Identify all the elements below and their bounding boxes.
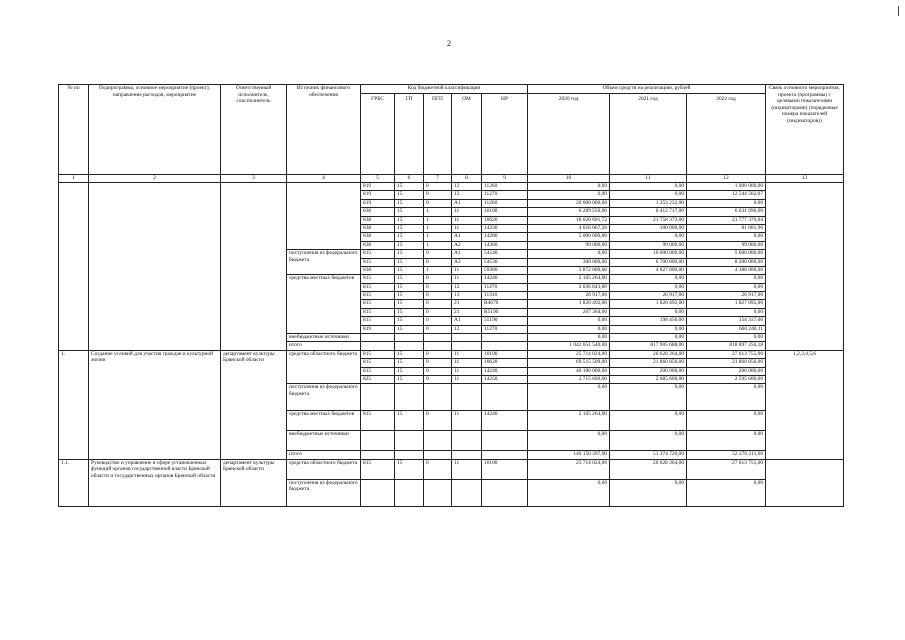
funding-source: поступления из федерального бюджета (287, 479, 361, 506)
code-pgp: 0 (424, 292, 452, 300)
value-v2021: 198 456,00 (610, 317, 687, 325)
item-executor: департамент культуры Брянской области (221, 350, 287, 459)
code-om: 11 (452, 224, 482, 232)
value-v2021: 6 700 000,00 (610, 258, 687, 266)
code-om: A3 (452, 258, 482, 266)
code-grbs: 838 (361, 224, 395, 232)
header-2020: 2020 год (528, 94, 610, 175)
code-np: 14240 (482, 411, 528, 431)
code-np (482, 342, 528, 350)
item-executor: департамент культуры Брянской области (221, 459, 287, 506)
value-v2021: 0,00 (610, 479, 687, 506)
value-v2022: 0,00 (687, 275, 766, 283)
value-v2022: 27 613 755,00 (687, 350, 766, 358)
header-np: НР (482, 94, 528, 175)
code-gp: 15 (395, 241, 424, 249)
total-label: итого (287, 451, 361, 459)
code-pgp: 0 (424, 459, 452, 479)
code-om: 11 (452, 350, 482, 358)
funding-source: средства местных бюджетов (287, 275, 361, 334)
code-gp (395, 431, 424, 451)
value-v2021: 4 027 000,00 (610, 266, 687, 274)
total-label: итого (287, 342, 361, 350)
code-gp: 15 (395, 300, 424, 308)
col-num: 10 (528, 175, 610, 183)
funding-source: поступления из федерального бюджета (287, 384, 361, 411)
value-v2022: 660 240,11 (687, 325, 766, 333)
value-v2020: 0,00 (528, 431, 610, 451)
value-v2022: 2 595 600,00 (687, 375, 766, 383)
code-np: R4670 (482, 300, 528, 308)
code-pgp: 1 (424, 216, 452, 224)
code-np: 11270 (482, 325, 528, 333)
header-source: Источник финансового обеспечения (287, 85, 361, 175)
funding-source: внебюджетные источники (287, 431, 361, 451)
code-om: 11 (452, 275, 482, 283)
value-v2021: 0,00 (610, 431, 687, 451)
code-gp (395, 451, 424, 459)
value-v2022: 21 860 856,00 (687, 359, 766, 367)
value-v2020: 140 150 397,00 (528, 451, 610, 459)
value-v2021: 0,00 (610, 308, 687, 316)
code-np: 14240 (482, 367, 528, 375)
col-num: 7 (424, 175, 452, 183)
header-executor: Ответственный исполнитель, соисполнитель (221, 85, 287, 175)
value-v2022: 6 631 696,00 (687, 208, 766, 216)
header-link: Связь основного мероприятия, проекта (программы) с целевыми показателями (индикаторами) (порядковые номера показателей (индикаторов)) (766, 85, 844, 175)
code-np: R5190 (482, 308, 528, 316)
code-pgp: 0 (424, 300, 452, 308)
code-pgp: 1 (424, 266, 452, 274)
value-v2020: 0,00 (528, 384, 610, 411)
code-pgp: 0 (424, 308, 452, 316)
page-edge-mark (898, 6, 899, 16)
code-grbs: 819 (361, 199, 395, 207)
value-v2020: 40 100 000,00 (528, 367, 610, 375)
code-grbs: 825 (361, 375, 395, 383)
value-v2022: 4 188 000,00 (687, 266, 766, 274)
code-gp: 15 (395, 208, 424, 216)
code-np: 14230 (482, 224, 528, 232)
header-no: № пп (59, 85, 89, 175)
code-np: 10620 (482, 216, 528, 224)
code-np: 11260 (482, 199, 528, 207)
value-v2020: 4 616 067,28 (528, 224, 610, 232)
item-name (89, 183, 221, 351)
code-pgp: 0 (424, 325, 452, 333)
code-pgp: 0 (424, 350, 452, 358)
code-om: A1 (452, 250, 482, 258)
header-volume: Объем средств на реализацию, рублей (528, 85, 766, 94)
code-grbs: 819 (361, 183, 395, 191)
funding-source: поступления из федерального бюджета (287, 250, 361, 275)
code-pgp: 0 (424, 367, 452, 375)
value-v2021: 0,00 (610, 191, 687, 199)
item-number: 1.1. (59, 459, 89, 506)
code-np (482, 384, 528, 411)
header-2021: 2021 год (610, 94, 687, 175)
indicator-link (766, 459, 844, 506)
value-v2021: 0,00 (610, 275, 687, 283)
code-gp: 15 (395, 266, 424, 274)
code-pgp: 0 (424, 283, 452, 291)
code-pgp: 0 (424, 359, 452, 367)
code-np: 10100 (482, 350, 528, 358)
code-np: 10100 (482, 208, 528, 216)
code-grbs (361, 431, 395, 451)
value-v2022: 8 200 000,00 (687, 258, 766, 266)
value-v2022: 0,00 (687, 283, 766, 291)
value-v2022: 0,00 (687, 431, 766, 451)
code-gp: 15 (395, 325, 424, 333)
code-om: 11 (452, 208, 482, 216)
col-num: 11 (610, 175, 687, 183)
code-np: 11270 (482, 283, 528, 291)
value-v2020: 0,00 (528, 191, 610, 199)
code-np: 55190 (482, 317, 528, 325)
code-np: 10100 (482, 459, 528, 479)
code-grbs: 815 (361, 258, 395, 266)
code-gp (395, 384, 424, 411)
item-executor (221, 183, 287, 351)
code-np: 14360 (482, 241, 528, 249)
code-grbs: 838 (361, 208, 395, 216)
code-pgp: 0 (424, 191, 452, 199)
code-grbs: 838 (361, 233, 395, 241)
code-gp: 15 (395, 292, 424, 300)
col-num: 2 (89, 175, 221, 183)
code-grbs: 815 (361, 283, 395, 291)
col-num: 1 (59, 175, 89, 183)
code-gp: 15 (395, 250, 424, 258)
funding-source: средства местных бюджетов (287, 411, 361, 431)
value-v2020: 69 515 509,00 (528, 359, 610, 367)
value-v2021: 26 628 264,00 (610, 350, 687, 358)
code-grbs: 838 (361, 216, 395, 224)
value-v2020: 2 715 600,00 (528, 375, 610, 383)
code-np: 11270 (482, 191, 528, 199)
code-grbs: 815 (361, 359, 395, 367)
code-om: 11 (452, 266, 482, 274)
code-om: 11 (452, 216, 482, 224)
code-om: 13 (452, 292, 482, 300)
code-pgp: 0 (424, 275, 452, 283)
header-2022: 2022 год (687, 94, 766, 175)
funding-source (287, 183, 361, 250)
value-v2021: 26 628 264,00 (610, 459, 687, 479)
code-om: 11 (452, 375, 482, 383)
value-v2021: 26 917,00 (610, 292, 687, 300)
code-om: 21 (452, 308, 482, 316)
code-om: 11 (452, 459, 482, 479)
code-gp: 15 (395, 283, 424, 291)
code-pgp: 0 (424, 250, 452, 258)
value-v2022: 1 827 095,00 (687, 300, 766, 308)
code-pgp (424, 431, 452, 451)
value-v2021: 21 860 856,00 (610, 359, 687, 367)
header-name: Подпрограмма, основное мероприятие (проект), направление расходов, мероприятие (89, 85, 221, 175)
code-np: 54540 (482, 250, 528, 258)
value-v2022: 81 001,96 (687, 224, 766, 232)
code-np: 14280 (482, 233, 528, 241)
code-grbs (361, 334, 395, 342)
code-gp: 15 (395, 308, 424, 316)
value-v2020: 2 105 264,00 (528, 275, 610, 283)
code-pgp (424, 479, 452, 506)
code-pgp: 0 (424, 199, 452, 207)
value-v2020: 2 036 843,00 (528, 283, 610, 291)
item-number: 1. (59, 350, 89, 459)
column-numbers-row (59, 175, 844, 183)
value-v2022: 200 000,00 (687, 367, 766, 375)
code-np: 11260 (482, 183, 528, 191)
code-grbs: 815 (361, 350, 395, 358)
code-np: 11310 (482, 292, 528, 300)
value-v2021: 10 000 000,00 (610, 250, 687, 258)
value-v2020: 0,00 (528, 479, 610, 506)
value-v2022: 818 897 256,18 (687, 342, 766, 350)
value-v2021: 0,00 (610, 334, 687, 342)
code-om (452, 342, 482, 350)
code-grbs: 838 (361, 241, 395, 249)
value-v2022: 0,00 (687, 308, 766, 316)
code-gp: 15 (395, 459, 424, 479)
value-v2022: 27 613 755,00 (687, 459, 766, 479)
code-om: A1 (452, 199, 482, 207)
value-v2020: 5 000 000,00 (528, 233, 610, 241)
code-np: 10620 (482, 359, 528, 367)
code-gp (395, 342, 424, 350)
code-gp (395, 479, 424, 506)
code-pgp: 1 (424, 241, 452, 249)
value-v2022: 154 337,00 (687, 317, 766, 325)
code-grbs (361, 451, 395, 459)
code-grbs: 815 (361, 308, 395, 316)
code-np: 14240 (482, 275, 528, 283)
code-om: 21 (452, 300, 482, 308)
value-v2021: 100 000,00 (610, 224, 687, 232)
code-pgp (424, 451, 452, 459)
value-v2022: 0,00 (687, 334, 766, 342)
value-v2020: 20 000 000,00 (528, 199, 610, 207)
value-v2020: 0,00 (528, 325, 610, 333)
code-np: 54530 (482, 258, 528, 266)
value-v2020: 6 209 550,00 (528, 208, 610, 216)
code-om (452, 384, 482, 411)
value-v2021: 2 685 600,00 (610, 375, 687, 383)
code-om: 11 (452, 367, 482, 375)
value-v2022: 0,00 (687, 384, 766, 411)
code-gp: 15 (395, 183, 424, 191)
value-v2022: 0,00 (687, 411, 766, 431)
code-pgp (424, 384, 452, 411)
code-gp (395, 334, 424, 342)
value-v2021: 0,00 (610, 384, 687, 411)
code-grbs: 819 (361, 191, 395, 199)
value-v2021: 0,00 (610, 283, 687, 291)
value-v2020: 0,00 (528, 317, 610, 325)
value-v2022: 52 270 211,00 (687, 451, 766, 459)
code-om: 12 (452, 325, 482, 333)
value-v2022: 0,00 (687, 233, 766, 241)
code-grbs: 819 (361, 325, 395, 333)
code-grbs: 815 (361, 275, 395, 283)
col-num: 8 (452, 175, 482, 183)
value-v2022: 21 777 370,04 (687, 216, 766, 224)
code-om (452, 431, 482, 451)
value-v2020: 18 620 691,72 (528, 216, 610, 224)
value-v2022: 99 000,00 (687, 241, 766, 249)
indicator-link: 1,2,3,4,5,6 (766, 350, 844, 459)
code-om: A2 (452, 241, 482, 249)
value-v2020: 1 042 651 540,00 (528, 342, 610, 350)
item-name: Создание условий для участия граждан в культурной жизни (89, 350, 221, 459)
code-pgp: 0 (424, 317, 452, 325)
value-v2021: 0,00 (610, 183, 687, 191)
code-gp: 15 (395, 359, 424, 367)
value-v2021: 99 000,00 (610, 241, 687, 249)
code-pgp: 1 (424, 208, 452, 216)
code-om (452, 334, 482, 342)
value-v2021: 6 412 717,00 (610, 208, 687, 216)
value-v2022: 0,00 (687, 479, 766, 506)
value-v2022: 26 917,00 (687, 292, 766, 300)
code-grbs: 815 (361, 411, 395, 431)
col-num: 9 (482, 175, 528, 183)
col-num: 13 (766, 175, 844, 183)
code-gp: 15 (395, 199, 424, 207)
col-num: 6 (395, 175, 424, 183)
code-om: A1 (452, 233, 482, 241)
code-om (452, 451, 482, 459)
value-v2020: 3 872 000,00 (528, 266, 610, 274)
code-pgp: 1 (424, 233, 452, 241)
item-number (59, 183, 89, 351)
value-v2021: 817 905 688,00 (610, 342, 687, 350)
value-v2021: 0,00 (610, 325, 687, 333)
value-v2020: 25 714 024,00 (528, 459, 610, 479)
value-v2021: 1 820 492,00 (610, 300, 687, 308)
table-row (59, 183, 844, 191)
code-om: 12 (452, 183, 482, 191)
code-om: 12 (452, 283, 482, 291)
funding-source: средства областного бюджета (287, 350, 361, 384)
budget-table (58, 84, 844, 507)
code-gp: 15 (395, 367, 424, 375)
value-v2022: 0,00 (687, 199, 766, 207)
header-gp: ГП (395, 94, 424, 175)
code-grbs: 815 (361, 250, 395, 258)
header-om: ОМ (452, 94, 482, 175)
value-v2020: 300 000,00 (528, 258, 610, 266)
table-row (59, 350, 844, 358)
code-pgp: 1 (424, 224, 452, 232)
code-np: 14250 (482, 375, 528, 383)
code-grbs: 815 (361, 300, 395, 308)
code-np: 59300 (482, 266, 528, 274)
code-gp: 15 (395, 275, 424, 283)
value-v2020: 0,00 (528, 250, 610, 258)
value-v2020: 0,00 (528, 334, 610, 342)
code-gp: 15 (395, 411, 424, 431)
value-v2020: 0,00 (528, 183, 610, 191)
value-v2022: 1 000 000,00 (687, 183, 766, 191)
code-pgp (424, 342, 452, 350)
code-grbs: 815 (361, 317, 395, 325)
code-gp: 15 (395, 350, 424, 358)
value-v2020: 267 364,00 (528, 308, 610, 316)
code-np (482, 451, 528, 459)
value-v2021: 200 000,00 (610, 367, 687, 375)
indicator-link (766, 183, 844, 351)
code-om: 11 (452, 411, 482, 431)
code-gp: 15 (395, 224, 424, 232)
value-v2020: 99 000,00 (528, 241, 610, 249)
col-num: 3 (221, 175, 287, 183)
value-v2022: 12 544 562,07 (687, 191, 766, 199)
code-om: A1 (452, 317, 482, 325)
code-np (482, 479, 528, 506)
value-v2020: 26 917,00 (528, 292, 610, 300)
code-pgp: 0 (424, 375, 452, 383)
code-om: 12 (452, 191, 482, 199)
page-number: 2 (447, 39, 451, 48)
col-num: 5 (361, 175, 395, 183)
code-grbs (361, 384, 395, 411)
code-pgp (424, 334, 452, 342)
value-v2021: 21 758 372,00 (610, 216, 687, 224)
value-v2021: 51 374 720,00 (610, 451, 687, 459)
funding-source: внебюджетные источники (287, 334, 361, 342)
value-v2020: 1 820 492,00 (528, 300, 610, 308)
code-gp: 15 (395, 375, 424, 383)
value-v2020: 25 714 024,00 (528, 350, 610, 358)
code-om (452, 479, 482, 506)
funding-source: средства областного бюджета (287, 459, 361, 479)
code-grbs (361, 479, 395, 506)
code-np (482, 431, 528, 451)
code-np (482, 334, 528, 342)
code-grbs: 815 (361, 292, 395, 300)
code-grbs (361, 342, 395, 350)
value-v2021: 1 253 232,00 (610, 199, 687, 207)
code-grbs: 815 (361, 367, 395, 375)
header-grbs: ГРБС (361, 94, 395, 175)
value-v2022: 5 000 000,00 (687, 250, 766, 258)
col-num: 12 (687, 175, 766, 183)
value-v2021: 0,00 (610, 411, 687, 431)
code-gp: 15 (395, 191, 424, 199)
header-budget-code: Код бюджетной классификации (361, 85, 528, 94)
table-row (59, 459, 844, 479)
code-pgp: 0 (424, 183, 452, 191)
code-pgp: 0 (424, 411, 452, 431)
code-gp: 15 (395, 258, 424, 266)
col-num: 4 (287, 175, 361, 183)
code-gp: 15 (395, 233, 424, 241)
value-v2020: 2 105 264,00 (528, 411, 610, 431)
code-grbs: 838 (361, 266, 395, 274)
value-v2021: 0,00 (610, 233, 687, 241)
code-grbs: 815 (361, 459, 395, 479)
item-name: Руководство и управление в сфере установленных функций органов государственной власти Брянской области и государственных органов Брянской области (89, 459, 221, 506)
code-om: 11 (452, 359, 482, 367)
code-gp: 15 (395, 317, 424, 325)
header-pgp: ПГП (424, 94, 452, 175)
code-pgp: 0 (424, 258, 452, 266)
code-gp: 15 (395, 216, 424, 224)
